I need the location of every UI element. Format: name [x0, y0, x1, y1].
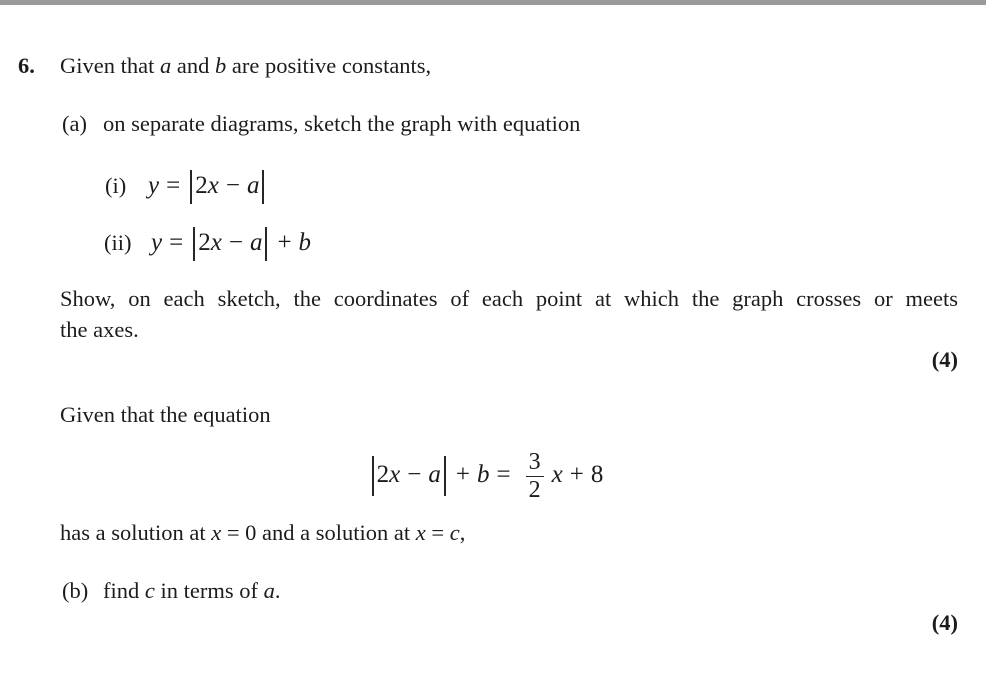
solution-text-2: = 0 and a solution at — [221, 520, 416, 545]
part-a-label: (a) — [62, 111, 87, 136]
variable-c: c — [144, 578, 155, 603]
variable-b: b — [477, 461, 490, 488]
solution-text-1: has a solution at — [60, 520, 212, 545]
question-number: 6. — [18, 53, 35, 78]
show-instruction-paragraph — [60, 284, 958, 345]
variable-a: a — [263, 578, 275, 603]
page-top-border — [0, 0, 986, 5]
minus-sign: − — [407, 461, 422, 488]
part-b-label: (b) — [62, 578, 89, 603]
absolute-value-bar — [265, 227, 267, 261]
paragraph-line-2: the axes. — [60, 316, 139, 342]
solution-text-3: = — [425, 520, 450, 545]
variable-a: a — [249, 229, 263, 256]
fraction-three-over-two — [526, 449, 544, 504]
equals-sign: = — [166, 172, 181, 199]
fraction-numerator: 3 — [528, 448, 541, 475]
equation-ii-line — [104, 223, 311, 263]
coefficient-2: 2 — [195, 172, 208, 199]
plus-sign: + — [569, 461, 584, 488]
variable-c: c — [449, 520, 460, 545]
part-b-text-1: find — [103, 578, 145, 603]
equation-i-line — [105, 166, 267, 206]
solution-text-4: , — [459, 520, 466, 545]
coefficient-2: 2 — [376, 461, 390, 488]
variable-a: a — [159, 53, 172, 78]
part-b-text — [103, 577, 280, 605]
item-i-label: (i) — [105, 173, 127, 198]
absolute-value-bar — [444, 456, 446, 496]
item-ii-label: (ii) — [104, 230, 132, 255]
given-equation-intro: Given that the equation — [60, 402, 271, 427]
intro-text-2: and — [171, 53, 215, 78]
fraction-denominator: 2 — [526, 476, 544, 504]
variable-y: y — [151, 229, 163, 256]
equals-sign: = — [496, 461, 511, 488]
question-intro-line — [60, 52, 431, 80]
part-b-text-3: . — [274, 578, 281, 603]
marks-part-a: (4) — [931, 347, 958, 372]
variable-a: a — [246, 172, 260, 199]
intro-text-1: Given that — [60, 53, 160, 78]
minus-sign: − — [225, 172, 240, 199]
equals-sign: = — [169, 229, 184, 256]
plus-sign: + — [455, 461, 470, 488]
marks-part-b: (4) — [931, 610, 958, 635]
display-equation — [0, 439, 972, 511]
constant-8: 8 — [590, 461, 604, 488]
variable-x: x — [211, 520, 222, 545]
absolute-value-bar — [190, 170, 192, 204]
variable-x: x — [551, 461, 563, 488]
part-b-text-2: in terms of — [154, 578, 264, 603]
solution-condition-line — [60, 519, 465, 547]
variable-x: x — [389, 461, 401, 488]
variable-y: y — [148, 172, 160, 199]
variable-a: a — [428, 461, 441, 488]
absolute-value-bar — [193, 227, 195, 261]
variable-x: x — [415, 520, 426, 545]
plus-sign: + — [277, 229, 292, 256]
variable-x: x — [210, 229, 222, 256]
variable-b: b — [214, 53, 227, 78]
coefficient-2: 2 — [198, 229, 211, 256]
absolute-value-bar — [372, 456, 374, 496]
part-a-text: on separate diagrams, sketch the graph with equation — [103, 111, 581, 136]
variable-x: x — [207, 172, 219, 199]
paragraph-line-1: Show, on each sketch, the coordinates of each point at which the graph crosses or meets — [60, 286, 958, 311]
minus-sign: − — [228, 229, 243, 256]
variable-b: b — [298, 229, 312, 256]
absolute-value-bar — [262, 170, 264, 204]
intro-text-3: are positive constants, — [226, 53, 432, 78]
